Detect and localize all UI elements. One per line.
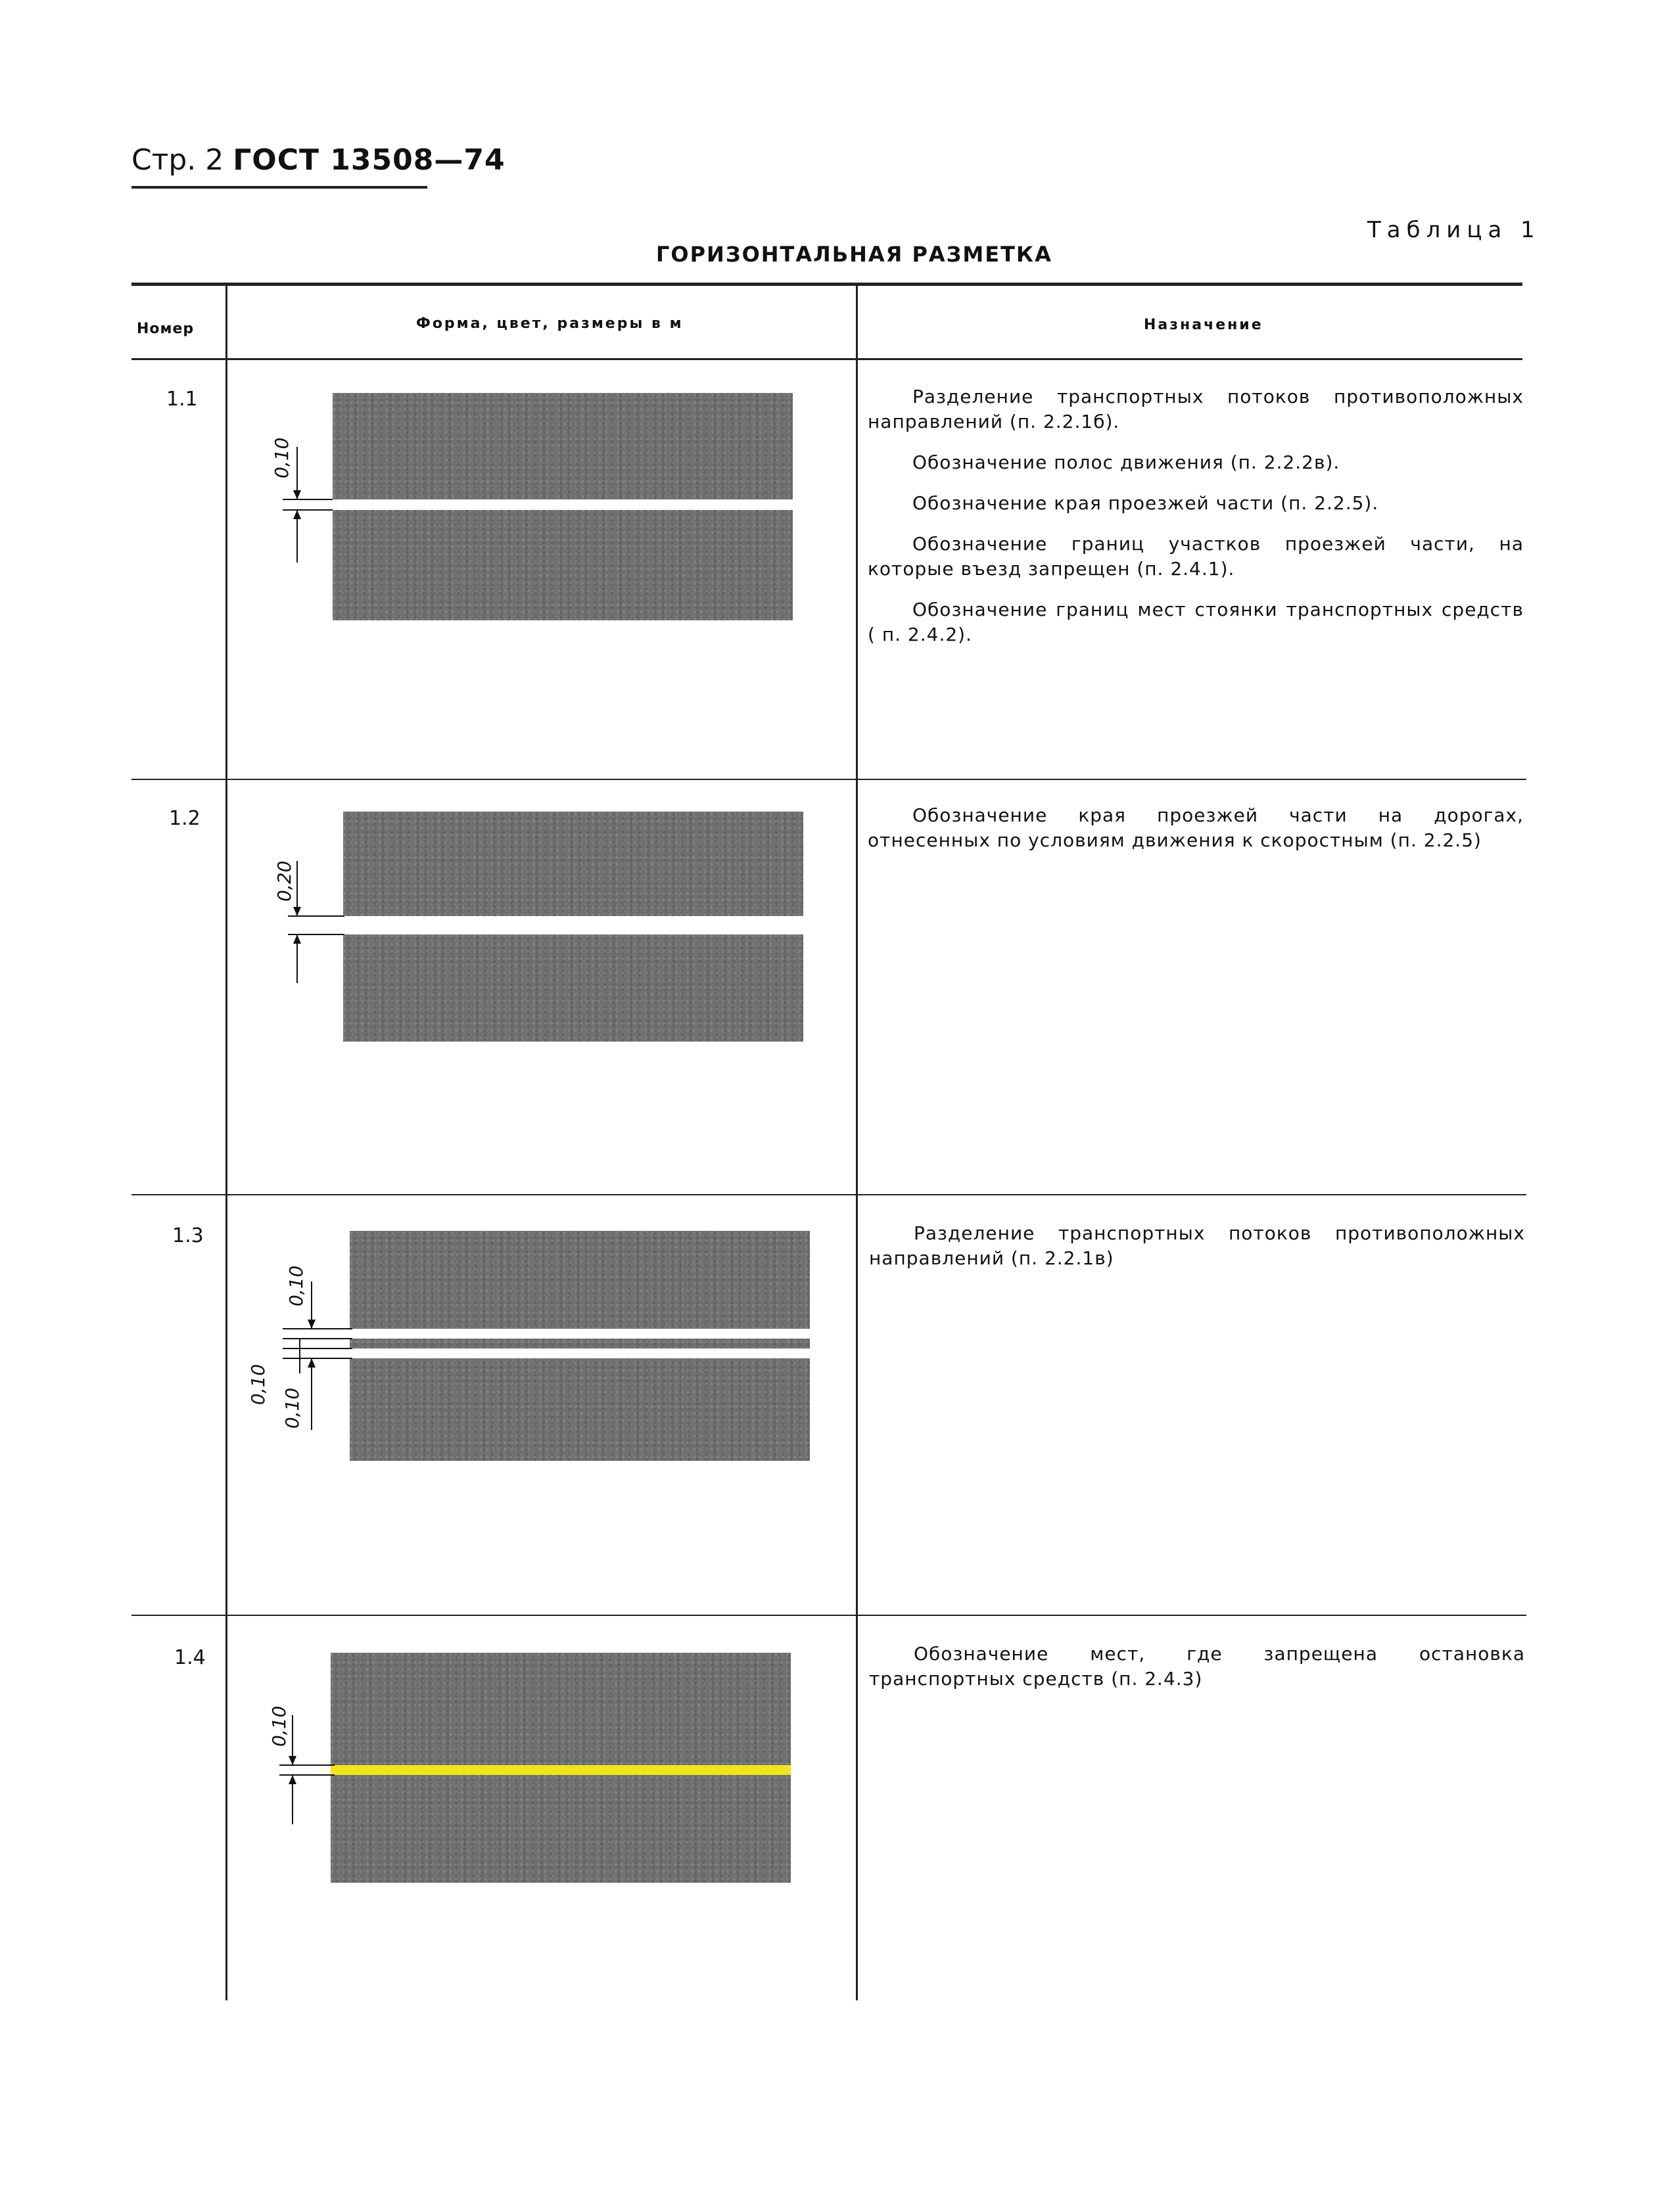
row-number-1-2: 1.2 — [169, 807, 200, 830]
table-label: Таблица 1 — [1367, 217, 1541, 243]
row-rule-2 — [131, 1194, 1526, 1195]
purpose-paragraph: Обозначение края проезжей части (п. 2.2.5). — [912, 492, 1379, 514]
purpose-paragraph: Обозначение границ мест стоянки транспортных средств ( п. 2.4.2). — [868, 599, 1524, 645]
dimension-label: 0,20 — [273, 860, 295, 902]
row-rule-1 — [131, 779, 1526, 780]
column-header-purpose: Назначение — [1144, 317, 1263, 333]
page-number: Стр. 2 — [131, 143, 224, 177]
row-number-1-4: 1.4 — [174, 1646, 206, 1669]
purpose-text-1-3 — [869, 1221, 1525, 1287]
dimension-label: 0,10 — [271, 437, 293, 478]
page-header — [131, 143, 505, 177]
col-divider-2 — [856, 284, 858, 2000]
row-rule-3 — [131, 1615, 1526, 1616]
standard-code: ГОСТ 13508—74 — [233, 143, 505, 177]
marking-line — [343, 916, 803, 934]
dimension-label: 0,10 — [268, 1705, 290, 1747]
table-head-rule — [131, 358, 1522, 360]
purpose-paragraph: Разделение транспортных потоков противоположных направлений (п. 2.2.1в) — [869, 1222, 1525, 1269]
pavement-block — [350, 1231, 810, 1461]
purpose-paragraph: Обозначение края проезжей части на дорогах, отнесенных по условиям движения к скоростным (п. 2.2.5) — [868, 804, 1524, 851]
purpose-paragraph: Обозначение полос движения (п. 2.2.2в). — [912, 451, 1340, 473]
header-underline — [131, 186, 427, 189]
purpose-paragraph: Обозначение границ участков проезжей части, на которые въезд запрещен (п. 2.4.1). — [868, 533, 1524, 580]
marking-line — [333, 499, 793, 510]
marking-line-upper — [350, 1329, 810, 1339]
purpose-text-1-4 — [869, 1642, 1525, 1707]
purpose-paragraph: Разделение транспортных потоков противоположных направлений (п. 2.2.1б). — [868, 386, 1524, 432]
column-header-form: Форма, цвет, размеры в м — [416, 315, 684, 332]
dimension-label-middle: 0,10 — [247, 1364, 269, 1405]
column-header-number: Номер — [137, 321, 195, 337]
col-divider-1 — [225, 284, 227, 2000]
row-number-1-1: 1.1 — [166, 388, 198, 411]
table-title: ГОРИЗОНТАЛЬНАЯ РАЗМЕТКА — [656, 242, 1052, 267]
purpose-paragraph: Обозначение мест, где запрещена остановка транспортных средств (п. 2.4.3) — [869, 1643, 1525, 1690]
marking-line-yellow — [331, 1765, 791, 1775]
dimension-label-top: 0,10 — [285, 1265, 307, 1306]
table-top-rule — [131, 283, 1522, 286]
dimension-label-bottom: 0,10 — [281, 1387, 303, 1429]
row-number-1-3: 1.3 — [172, 1224, 204, 1247]
purpose-text-1-2 — [868, 803, 1524, 869]
purpose-text-1-1 — [868, 384, 1524, 663]
marking-line-lower — [350, 1348, 810, 1358]
